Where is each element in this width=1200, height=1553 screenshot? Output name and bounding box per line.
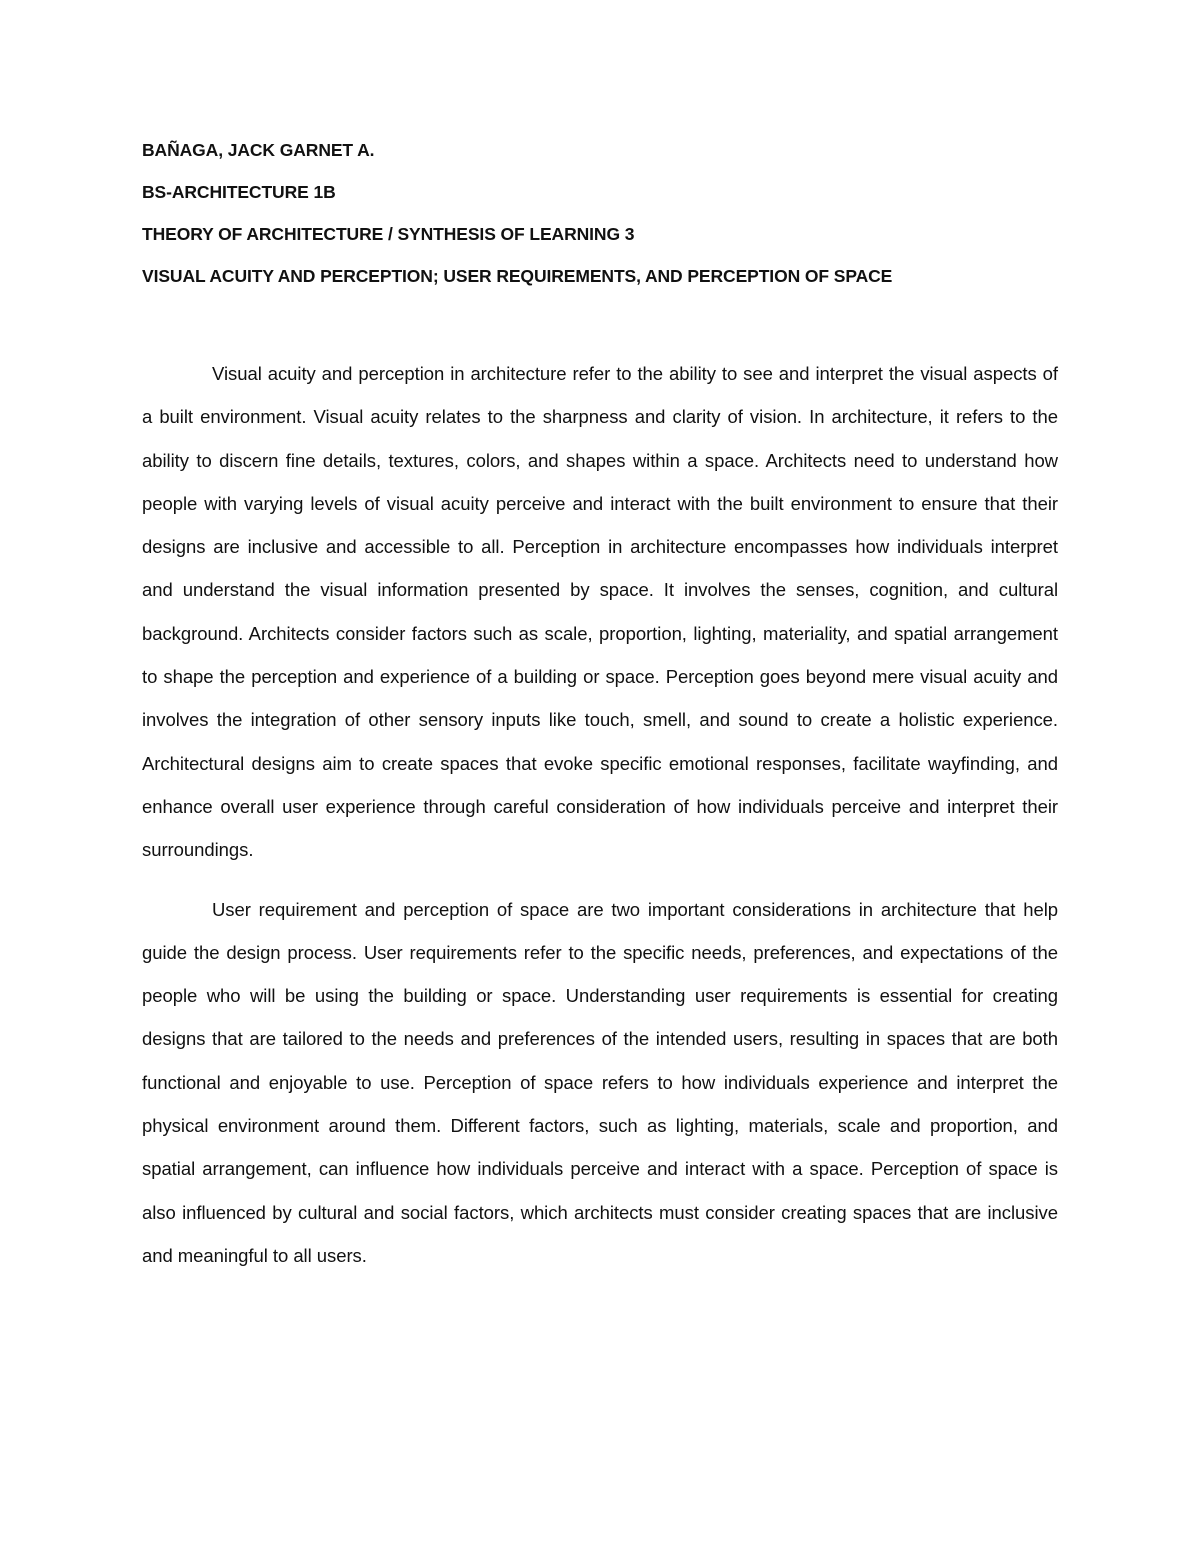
paragraph-visual-acuity: Visual acuity and perception in architecture refer to the ability to see and interpret the visual aspects of a built environment. Visual acuity relates to the sharpness and clarity of vision. In architecture, it refers to the ability to discern fine details, textures, colors, and shapes within a space. Architects need to understand how people with varying levels of visual acuity perceive and interact with the built environment to ensure that their designs are inclusive and accessible to all. Perception in architecture encompasses how individuals interpret and understand the visual information presented by space. It involves the senses, cognition, and cultural background. Architects consider factors such as scale, proportion, lighting, materiality, and spatial arrangement to shape the perception and experience of a building or space. Perception goes beyond mere visual acuity and involves the integration of other sensory inputs like touch, smell, and sound to create a holistic experience. Architectural designs aim to create spaces that evoke specific emotional responses, facilitate wayfinding, and enhance overall user experience through careful consideration of how individuals perceive and interpret their surroundings. — [142, 363, 1058, 861]
document-header — [142, 140, 1072, 308]
course-section: BS-ARCHITECTURE 1B — [142, 182, 336, 202]
document-body — [142, 352, 1058, 1293]
topic-title: VISUAL ACUITY AND PERCEPTION; USER REQUIREMENTS, AND PERCEPTION OF SPACE — [142, 266, 893, 286]
paragraph-user-requirements: User requirement and perception of space are two important considerations in architecture that help guide the design process. User requirements refer to the specific needs, preferences, and expectations of the people who will be using the building or space. Understanding user requirements is essential for creating designs that are tailored to the needs and preferences of the intended users, resulting in spaces that are both functional and enjoyable to use. Perception of space refers to how individuals experience and interpret the physical environment around them. Different factors, such as lighting, materials, scale and proportion, and spatial arrangement, can influence how individuals perceive and interact with a space. Perception of space is also influenced by cultural and social factors, which architects must consider creating spaces that are inclusive and meaningful to all users. — [142, 898, 1058, 1266]
student-name: BAÑAGA, JACK GARNET A. — [142, 140, 375, 160]
subject-title: THEORY OF ARCHITECTURE / SYNTHESIS OF LEARNING 3 — [142, 224, 635, 244]
